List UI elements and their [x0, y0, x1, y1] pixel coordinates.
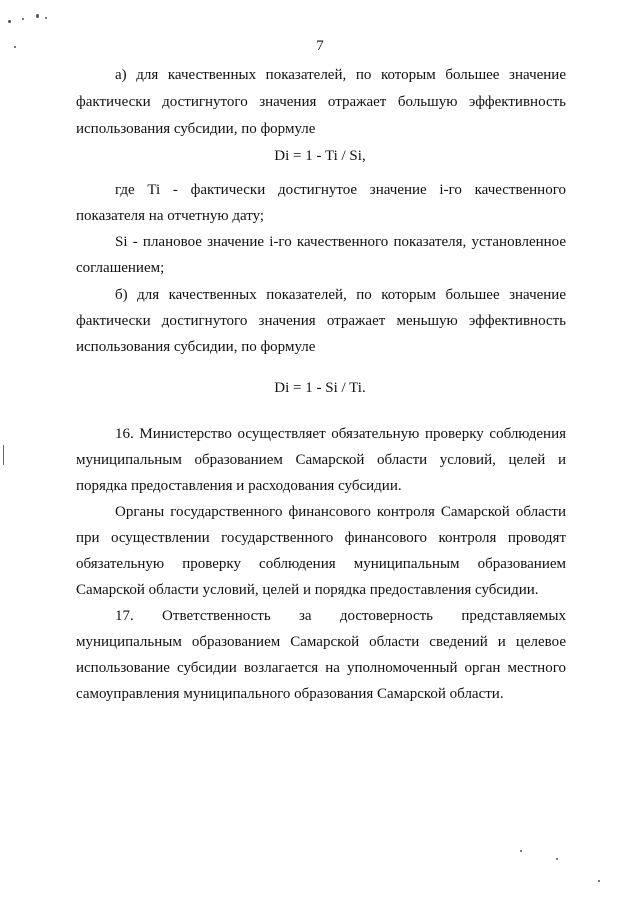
paragraph-a-line-2: фактически достигнутого значения отражает большую эффективность	[76, 94, 566, 110]
definition-si-line-2: соглашением;	[76, 260, 165, 276]
definition-ti-line-2: показателя на отчетную дату;	[76, 208, 265, 224]
scan-speck	[556, 858, 558, 860]
scan-speck	[8, 20, 11, 23]
item-17-line-4: самоуправления муниципального образования Самарской области.	[76, 686, 504, 702]
control-organs-line-3: обязательную проверку соблюдения муниципальным образованием	[76, 556, 566, 572]
definition-ti-line-1: где Ti - фактически достигнутое значение i-го качественного	[115, 182, 566, 198]
page-number: 7	[316, 38, 324, 54]
item-17-line-1: 17. Ответственность за достоверность представляемых	[115, 608, 566, 624]
paragraph-b-line-3: использования субсидии, по формуле	[76, 339, 316, 355]
control-organs-line-2: при осуществлении государственного финансового контроля проводят	[76, 530, 566, 546]
formula-quality-increasing: Di = 1 - Ti / Si,	[274, 148, 366, 164]
paragraph-b-line-2: фактически достигнутого значения отражает меньшую эффективность	[76, 313, 566, 329]
paragraph-a-line-3: использования субсидии, по формуле	[76, 121, 316, 137]
formula-quality-decreasing: Di = 1 - Si / Ti.	[274, 380, 366, 396]
item-17-line-3: использование субсидии возлагается на уполномоченный орган местного	[76, 660, 566, 676]
item-16-line-3: порядка предоставления и расходования субсидии.	[76, 478, 402, 494]
scan-speck	[520, 850, 522, 852]
scan-speck	[598, 880, 600, 882]
item-16-line-1: 16. Министерство осуществляет обязательную проверку соблюдения	[115, 426, 566, 442]
control-organs-line-4: Самарской области условий, целей и порядка предоставления субсидии.	[76, 582, 539, 598]
definition-si-line-1: Si - плановое значение i-го качественного показателя, установленное	[115, 234, 566, 250]
scan-speck	[22, 18, 24, 20]
scan-margin-mark	[3, 445, 4, 465]
scan-speck	[36, 14, 39, 18]
scan-speck	[45, 17, 47, 19]
paragraph-a-line-1: а) для качественных показателей, по которым большее значение	[115, 67, 566, 83]
item-17-line-2: муниципальным образованием Самарской области сведений и целевое	[76, 634, 566, 650]
item-16-line-2: муниципальным образованием Самарской области условий, целей и	[76, 452, 566, 468]
paragraph-b-line-1: б) для качественных показателей, по которым большее значение	[115, 287, 566, 303]
control-organs-line-1: Органы государственного финансового контроля Самарской области	[115, 504, 566, 520]
